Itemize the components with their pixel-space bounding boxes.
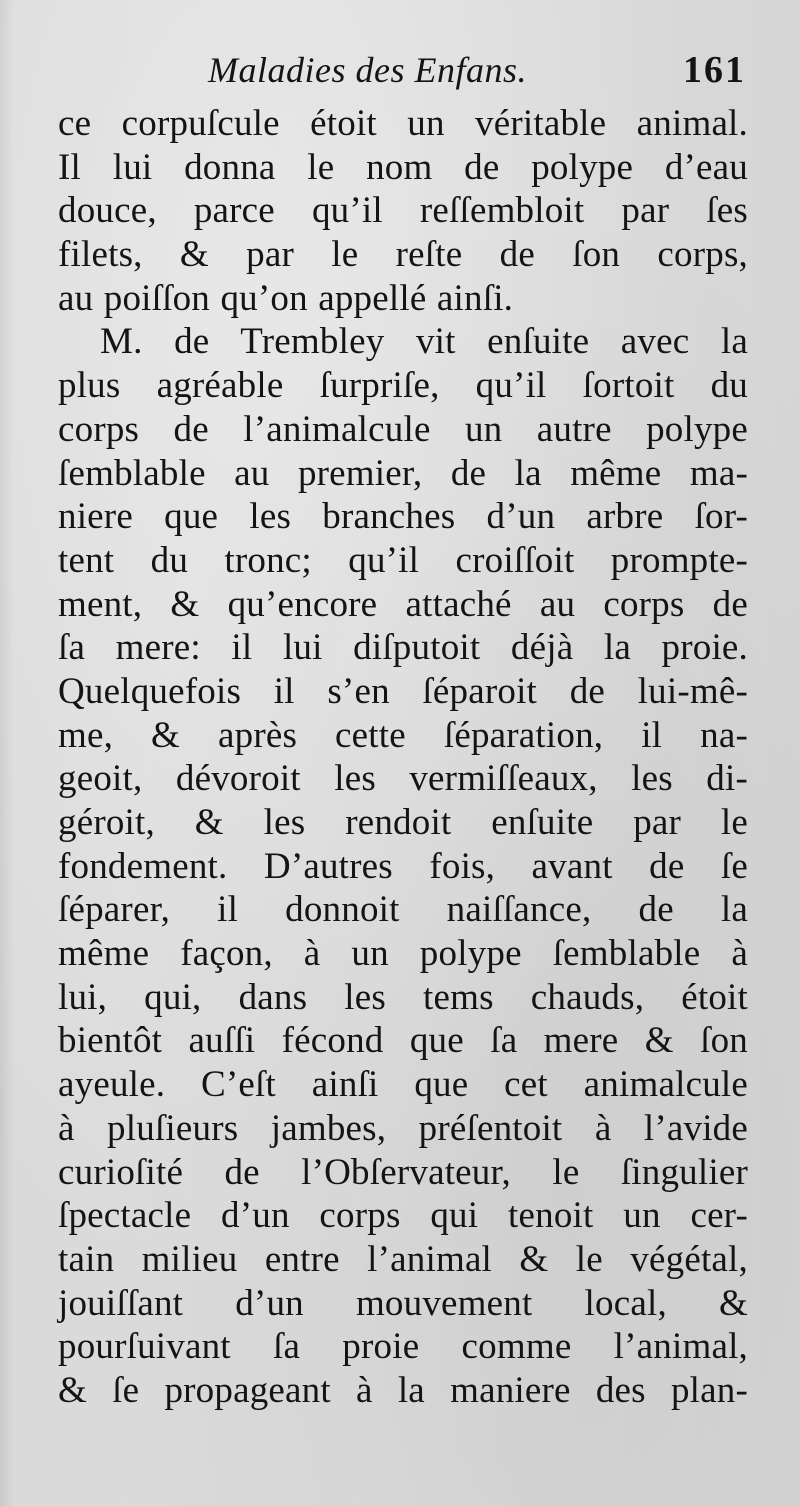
text-line: ſa mere: il lui diſputoit déjà la proie. xyxy=(58,627,748,669)
text-line: tent du tronc; qu’il croiſſoit prompte- xyxy=(58,539,748,581)
text-line: jouiſſant d’un mouvement local, & xyxy=(58,1282,748,1324)
text-line: ſemblable au premier, de la même ma- xyxy=(58,452,748,494)
text-line: ment, & qu’encore attaché au corps de xyxy=(58,583,748,625)
text-line: corps de l’animalcule un autre polype xyxy=(58,408,748,450)
text-line: douce, parce qu’il reſſembloit par ſes xyxy=(58,190,748,232)
text-line: lui, qui, dans les tems chauds, étoit xyxy=(58,976,748,1018)
text-line: ayeule. C’eſt ainſi que cet animalcule xyxy=(58,1064,748,1106)
text-line: géroit, & les rendoit enſuite par le xyxy=(58,802,748,843)
text-line: ce corpuſcule étoit un véritable animal. xyxy=(58,103,748,144)
text-line: me, & après cette ſéparation, il na- xyxy=(58,714,748,756)
running-title: Maladies des Enfans. xyxy=(208,50,527,90)
text-line: ſpectacle d’un corps qui tenoit un cer- xyxy=(58,1195,748,1237)
text-line: Il lui donna le nom de polype d’eau xyxy=(58,146,748,188)
body-text xyxy=(58,102,748,1413)
text-line: niere que les branches d’un arbre ſor- xyxy=(58,496,748,538)
text-line: geoit, dévoroit les vermiſſeaux, les di- xyxy=(58,758,748,800)
text-line: au poiſſon qu’on appellé ainſi. xyxy=(58,277,514,319)
text-line: bientôt auſſi fécond que ſa mere & ſon xyxy=(58,1020,748,1062)
page-header xyxy=(208,48,746,98)
text-line: pourſuivant ſa proie comme l’animal, xyxy=(58,1326,748,1368)
text-line: Quelquefois il s’en ſéparoit de lui-mê- xyxy=(58,670,748,712)
text-line: même façon, à un polype ſemblable à xyxy=(58,933,748,975)
text-line: plus agréable ſurpriſe, qu’il ſortoit du xyxy=(58,365,748,407)
text-line: & ſe propageant à la maniere des plan- xyxy=(58,1369,748,1411)
page-number: 161 xyxy=(683,49,746,91)
text-line: M. de Trembley vit enſuite avec la xyxy=(100,321,748,363)
text-line: fondement. D’autres fois, avant de ſe xyxy=(58,845,748,887)
text-line: ſéparer, il donnoit naiſſance, de la xyxy=(58,889,748,931)
text-line: filets, & par le reſte de ſon corps, xyxy=(58,234,748,276)
text-line: à pluſieurs jambes, préſentoit à l’avide xyxy=(58,1107,748,1149)
text-line: curioſité de l’Obſervateur, le ſingulier xyxy=(58,1151,748,1193)
text-line: tain milieu entre l’animal & le végétal, xyxy=(58,1238,748,1280)
